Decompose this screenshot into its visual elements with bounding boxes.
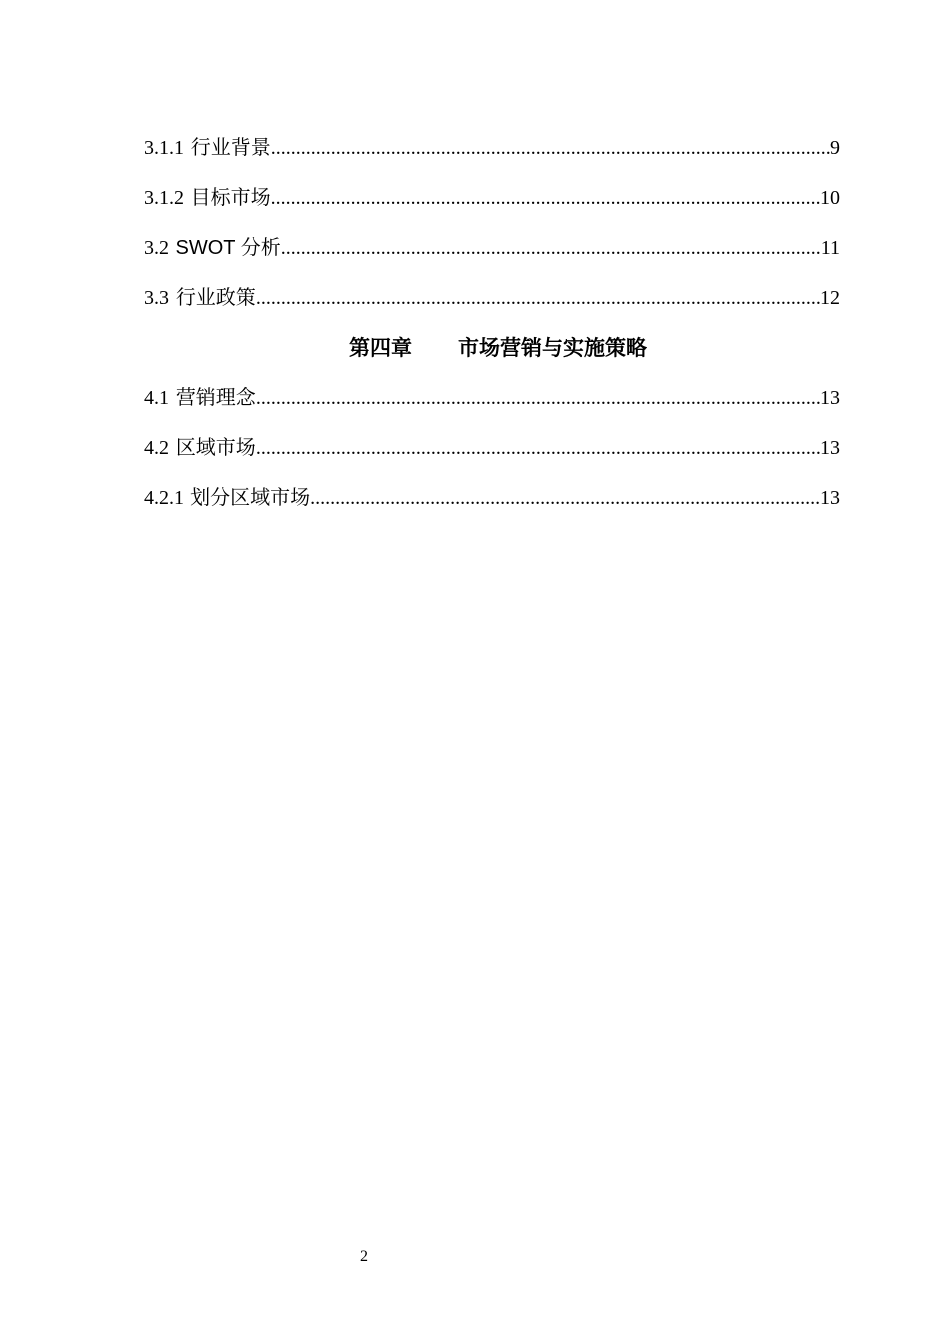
toc-leader-dots: [271, 180, 820, 216]
toc-entry-number: 3.1.2: [144, 187, 184, 209]
toc-leader-dots: [256, 430, 820, 466]
toc-entry-title: 目标市场: [190, 187, 271, 209]
toc-entry-number: 3.3: [144, 287, 169, 309]
toc-leader-dots: [281, 230, 821, 266]
toc-entry-number: 3.2: [144, 237, 169, 259]
toc-entry-page: 13: [820, 487, 840, 509]
toc-entry-title: 划分区域市场: [190, 487, 311, 509]
toc-entry-number: 4.2.1: [144, 487, 184, 509]
toc-entry-page: 13: [820, 437, 840, 459]
chapter-label: 第四章: [349, 336, 412, 360]
toc-entry[interactable]: [144, 380, 840, 430]
toc-entry-page: 12: [820, 287, 840, 309]
toc-entry[interactable]: [144, 280, 840, 330]
toc-entry-page: 9: [830, 137, 840, 159]
page-number: 2: [360, 1248, 368, 1265]
toc-entry-title: 行业背景: [190, 137, 271, 159]
toc-entry[interactable]: [144, 230, 840, 280]
toc-entry-number: 3.1.1: [144, 137, 184, 159]
toc-entry-page: 11: [820, 237, 840, 259]
toc-leader-dots: [256, 380, 820, 416]
toc-leader-dots: [256, 280, 820, 316]
toc-entry-page: 10: [820, 187, 840, 209]
toc-leader-dots: [271, 130, 830, 166]
toc-entry[interactable]: [144, 430, 840, 480]
toc-entry-title: 区域市场: [175, 437, 256, 459]
toc-leader-dots: [310, 480, 820, 516]
toc-entry[interactable]: [144, 180, 840, 230]
toc-entry-title: 营销理念: [175, 387, 256, 409]
table-of-contents: [144, 130, 840, 530]
toc-entry-title: SWOT 分析: [175, 237, 281, 259]
toc-entry-number: 4.1: [144, 387, 169, 409]
toc-entry[interactable]: [144, 130, 840, 180]
chapter-heading[interactable]: [144, 330, 840, 380]
toc-entry-page: 13: [820, 387, 840, 409]
toc-entry-title: 行业政策: [175, 287, 256, 309]
toc-entry-number: 4.2: [144, 437, 169, 459]
chapter-title: 市场营销与实施策略: [458, 336, 647, 360]
toc-entry[interactable]: [144, 480, 840, 530]
